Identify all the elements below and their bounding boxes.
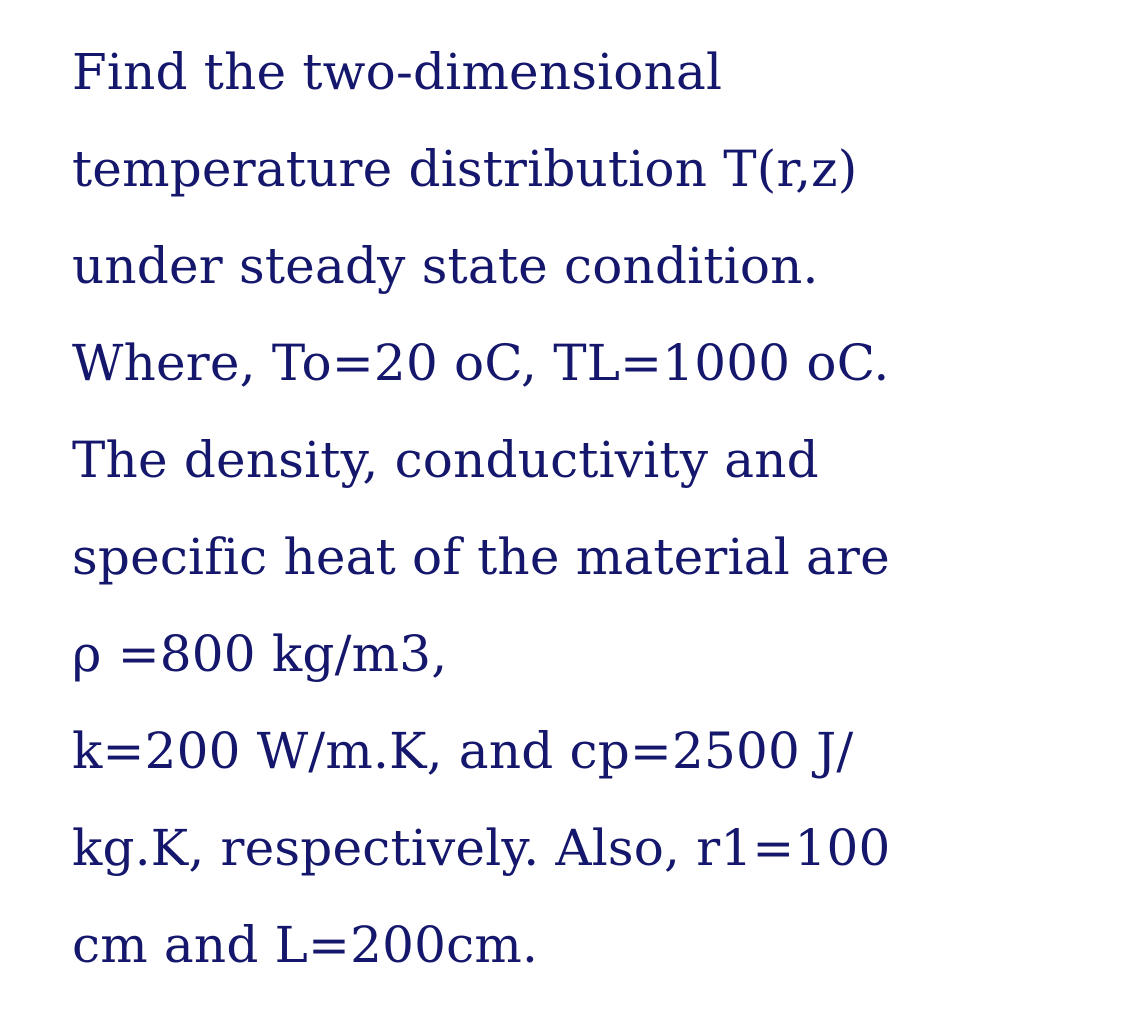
problem-line-4: Where, To=20 oC, TL=1000 oC. [72, 334, 890, 392]
problem-line-8: k=200 W/m.K, and cp=2500 J/ [72, 722, 854, 780]
problem-line-1: Find the two-dimensional [72, 43, 723, 101]
problem-line-2: temperature distribution T(r,z) [72, 140, 858, 198]
problem-line-9: kg.K, respectively. Also, r1=100 [72, 819, 891, 877]
problem-statement [72, 32, 1085, 1002]
problem-line-10: cm and L=200cm. [72, 916, 539, 974]
problem-line-5: The density, conductivity and [72, 431, 819, 489]
problem-line-6: specific heat of the material are [72, 528, 890, 586]
problem-line-3: under steady state condition. [72, 237, 819, 295]
problem-line-7: ρ =800 kg/m3, [72, 625, 448, 683]
